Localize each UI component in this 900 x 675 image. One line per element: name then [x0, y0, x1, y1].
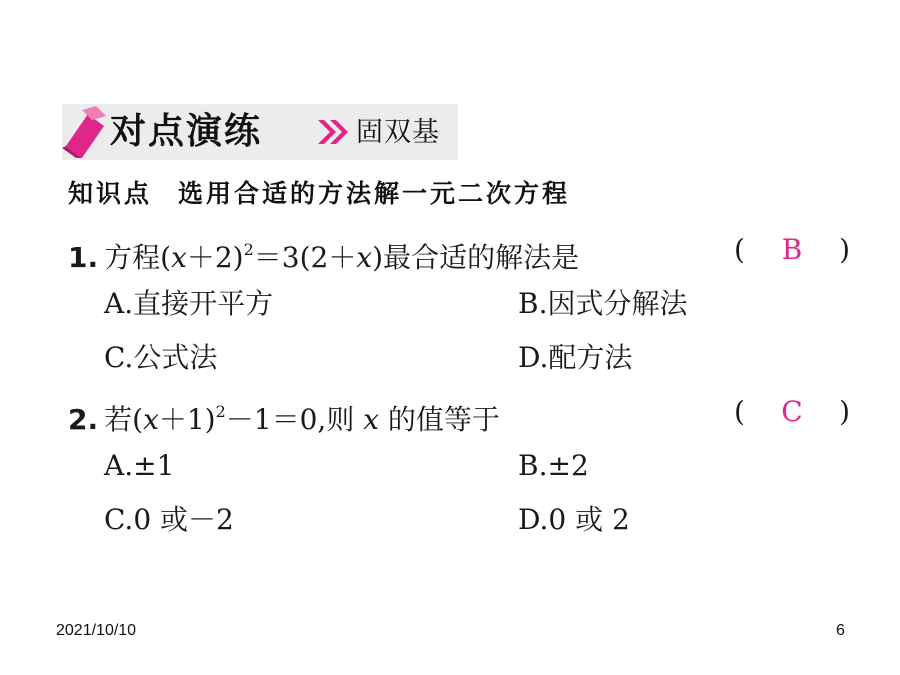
- question-2-option-a: [104, 446, 174, 486]
- section-title: 对点演练: [110, 111, 263, 152]
- knowledge-point-line: [68, 174, 570, 214]
- option-label: B.: [518, 449, 548, 482]
- math-variable: x: [143, 403, 159, 436]
- option-label: B.: [518, 287, 548, 320]
- answer-letter: C: [781, 395, 803, 428]
- paren-open: (: [734, 395, 745, 428]
- question-2-option-b: [518, 446, 589, 486]
- question-1-stem: [68, 230, 579, 278]
- stem-text: ＋1): [158, 403, 216, 436]
- option-label: A.: [104, 449, 134, 482]
- question-1-option-b: [518, 284, 688, 324]
- pink-diamond-icon: [62, 106, 108, 158]
- option-text: ±1: [133, 449, 175, 482]
- option-text: 直接开平方: [133, 287, 274, 320]
- math-variable: x: [363, 403, 380, 436]
- question-2-option-c: [104, 500, 234, 540]
- question-1-option-a: [104, 284, 273, 324]
- question-2-answer-blank: [734, 392, 850, 432]
- option-label: D.: [518, 341, 549, 374]
- exponent: 2: [243, 240, 254, 259]
- question-2-stem: [68, 392, 500, 440]
- stem-text: ＋2): [186, 241, 244, 274]
- question-2-option-d: [518, 500, 630, 540]
- option-text: 因式分解法: [547, 287, 688, 320]
- paren-close: ): [839, 395, 850, 428]
- stem-text: 若(: [104, 403, 144, 436]
- knowledge-point-topic: 选用合适的方法解一元二次方程: [178, 179, 571, 208]
- question-1-option-d: [518, 338, 632, 378]
- stem-text: )最合适的解法是: [372, 241, 580, 274]
- section-subtitle: 固双基: [356, 117, 440, 148]
- option-text: ±2: [547, 449, 589, 482]
- question-number: 2.: [68, 403, 99, 436]
- question-1-option-c: [104, 338, 217, 378]
- paren-open: (: [734, 233, 745, 266]
- stem-text: 的值等于: [379, 403, 500, 436]
- footer-date: 2021/10/10: [56, 622, 137, 639]
- option-label: D.: [518, 503, 549, 536]
- option-text: 配方法: [548, 341, 633, 374]
- question-1-answer-blank: [734, 230, 850, 270]
- section-header: [62, 104, 458, 160]
- question-number: 1.: [68, 241, 99, 274]
- option-text: 公式法: [133, 341, 218, 374]
- page-number: 6: [836, 622, 845, 639]
- option-text: 0 或 2: [548, 503, 630, 536]
- math-variable: x: [356, 241, 373, 274]
- option-label: C.: [104, 503, 134, 536]
- option-text: 0 或－2: [133, 503, 234, 536]
- stem-text: －1＝0,则: [225, 403, 364, 436]
- knowledge-point-label: 知识点: [68, 179, 153, 208]
- stem-text: ＝3(2＋: [253, 241, 357, 274]
- answer-letter: B: [781, 233, 803, 266]
- stem-text: 方程(: [104, 241, 172, 274]
- math-variable: x: [171, 241, 187, 274]
- option-label: A.: [104, 287, 134, 320]
- option-label: C.: [104, 341, 134, 374]
- double-chevron-right-icon: [316, 118, 352, 146]
- exponent: 2: [215, 402, 226, 421]
- paren-close: ): [839, 233, 850, 266]
